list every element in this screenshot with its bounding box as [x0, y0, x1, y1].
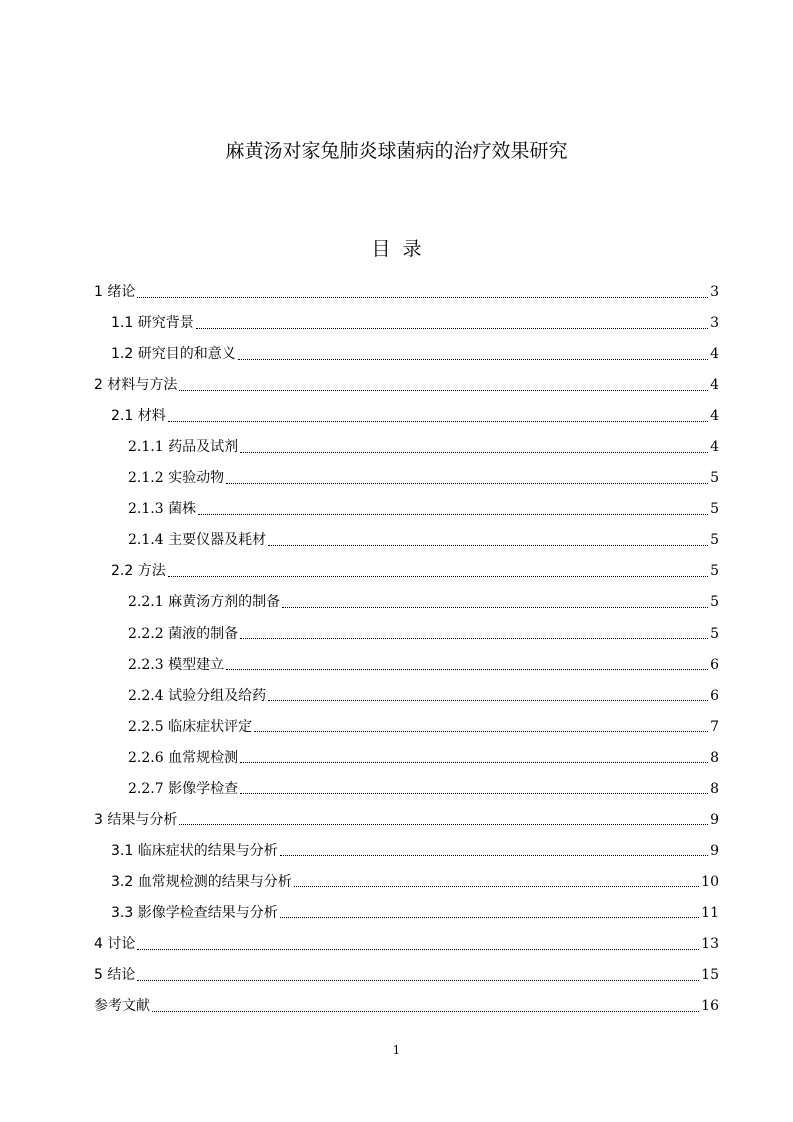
toc-leader-dots: [137, 979, 699, 981]
toc-entry[interactable]: [94, 401, 719, 432]
toc-entry[interactable]: [94, 525, 719, 556]
document-title: 麻黄汤对家兔肺炎球菌病的治疗效果研究: [225, 140, 568, 162]
toc-leader-dots: [226, 482, 708, 484]
toc-entry-page: 11: [701, 904, 719, 921]
toc-entry[interactable]: [94, 650, 719, 681]
toc-entry-label: 2.2.5 临床症状评定: [128, 718, 253, 735]
toc-leader-dots: [179, 823, 708, 825]
toc-leader-dots: [198, 513, 708, 515]
toc-entry-label: 2.2.7 影像学检查: [128, 780, 239, 797]
toc-entry[interactable]: [94, 681, 719, 712]
toc-entry[interactable]: [94, 370, 719, 401]
table-of-contents: [94, 277, 719, 1022]
toc-leader-dots: [240, 792, 708, 794]
toc-entry-label: 1 绪论: [94, 284, 136, 301]
toc-entry-page: 10: [701, 873, 719, 890]
toc-leader-dots: [282, 606, 708, 608]
toc-entry-label: 3 结果与分析: [94, 811, 178, 828]
toc-entry-page: 6: [710, 687, 719, 704]
toc-leader-dots: [152, 1010, 699, 1012]
toc-leader-dots: [196, 327, 708, 329]
toc-entry-page: 4: [710, 377, 719, 394]
toc-entry[interactable]: [94, 494, 719, 525]
toc-entry-label: 2.1.4 主要仪器及耗材: [128, 532, 267, 549]
toc-entry[interactable]: [94, 339, 719, 370]
toc-entry-page: 5: [710, 563, 719, 580]
toc-entry-page: 9: [710, 842, 719, 859]
toc-entry[interactable]: [94, 960, 719, 991]
toc-entry-page: 15: [701, 967, 719, 984]
toc-entry[interactable]: [94, 743, 719, 774]
toc-entry[interactable]: [94, 929, 719, 960]
toc-entry[interactable]: [94, 805, 719, 836]
toc-entry-label: 1.2 研究目的和意义: [111, 346, 236, 363]
toc-heading: 目录: [371, 238, 434, 260]
toc-entry-page: 6: [710, 656, 719, 673]
toc-entry-page: 9: [710, 811, 719, 828]
toc-entry-label: 2.1.3 菌株: [128, 501, 197, 518]
toc-entry[interactable]: [94, 991, 719, 1022]
toc-entry[interactable]: [94, 277, 719, 308]
toc-leader-dots: [240, 637, 708, 639]
toc-entry[interactable]: [94, 432, 719, 463]
toc-entry-page: 7: [710, 718, 719, 735]
toc-entry-label: 2.2.1 麻黄汤方剂的制备: [128, 594, 281, 611]
toc-entry-label: 2.2 方法: [111, 563, 166, 580]
toc-entry-page: 5: [710, 594, 719, 611]
toc-leader-dots: [137, 296, 708, 298]
toc-entry-page: 4: [710, 408, 719, 425]
toc-leader-dots: [268, 544, 708, 546]
toc-entry[interactable]: [94, 463, 719, 494]
toc-entry-page: 5: [710, 470, 719, 487]
toc-entry[interactable]: [94, 898, 719, 929]
toc-entry-page: 5: [710, 532, 719, 549]
toc-leader-dots: [137, 948, 699, 950]
toc-entry-label: 3.1 临床症状的结果与分析: [111, 842, 278, 859]
toc-entry-label: 1.1 研究背景: [111, 315, 194, 332]
toc-leader-dots: [168, 420, 708, 422]
toc-leader-dots: [168, 575, 708, 577]
toc-leader-dots: [254, 730, 708, 732]
toc-entry[interactable]: [94, 836, 719, 867]
toc-entry[interactable]: [94, 308, 719, 339]
toc-entry-page: 4: [710, 346, 719, 363]
toc-leader-dots: [240, 761, 708, 763]
toc-entry-page: 4: [710, 439, 719, 456]
toc-entry[interactable]: [94, 774, 719, 805]
toc-entry-label: 4 讨论: [94, 936, 136, 952]
toc-entry-label: 2.2.2 菌液的制备: [128, 625, 239, 642]
toc-entry[interactable]: [94, 867, 719, 898]
toc-leader-dots: [238, 358, 708, 360]
toc-entry[interactable]: [94, 712, 719, 743]
toc-entry-page: 3: [710, 284, 719, 301]
toc-leader-dots: [268, 699, 708, 701]
toc-entry-label: 2.2.3 模型建立: [128, 656, 225, 673]
toc-leader-dots: [179, 389, 708, 391]
toc-leader-dots: [294, 885, 699, 887]
toc-entry-page: 3: [710, 315, 719, 332]
toc-entry-label: 3.2 血常规检测的结果与分析: [111, 873, 292, 890]
toc-entry-page: 5: [710, 625, 719, 642]
toc-entry-page: 8: [710, 780, 719, 797]
toc-entry[interactable]: [94, 587, 719, 618]
toc-leader-dots: [280, 854, 708, 856]
toc-entry-label: 2.1.1 药品及试剂: [128, 439, 239, 456]
toc-leader-dots: [280, 916, 699, 918]
toc-entry-page: 5: [710, 501, 719, 518]
page-number: 1: [392, 1043, 401, 1057]
toc-entry[interactable]: [94, 556, 719, 587]
toc-entry-page: 8: [710, 749, 719, 766]
toc-entry-label: 2.1.2 实验动物: [128, 470, 225, 487]
toc-leader-dots: [240, 451, 708, 453]
toc-entry-label: 5 结论: [94, 967, 136, 984]
toc-entry-label: 参考文献: [94, 998, 150, 1015]
toc-entry-label: 2.2.6 血常规检测: [128, 749, 239, 766]
toc-entry-label: 3.3 影像学检查结果与分析: [111, 904, 278, 921]
toc-entry[interactable]: [94, 619, 719, 650]
toc-entry-page: 16: [701, 998, 719, 1015]
toc-entry-page: 13: [701, 936, 719, 952]
toc-leader-dots: [226, 668, 708, 670]
toc-entry-label: 2.1 材料: [111, 408, 166, 425]
toc-entry-label: 2.2.4 试验分组及给药: [128, 687, 267, 704]
toc-entry-label: 2 材料与方法: [94, 377, 178, 394]
